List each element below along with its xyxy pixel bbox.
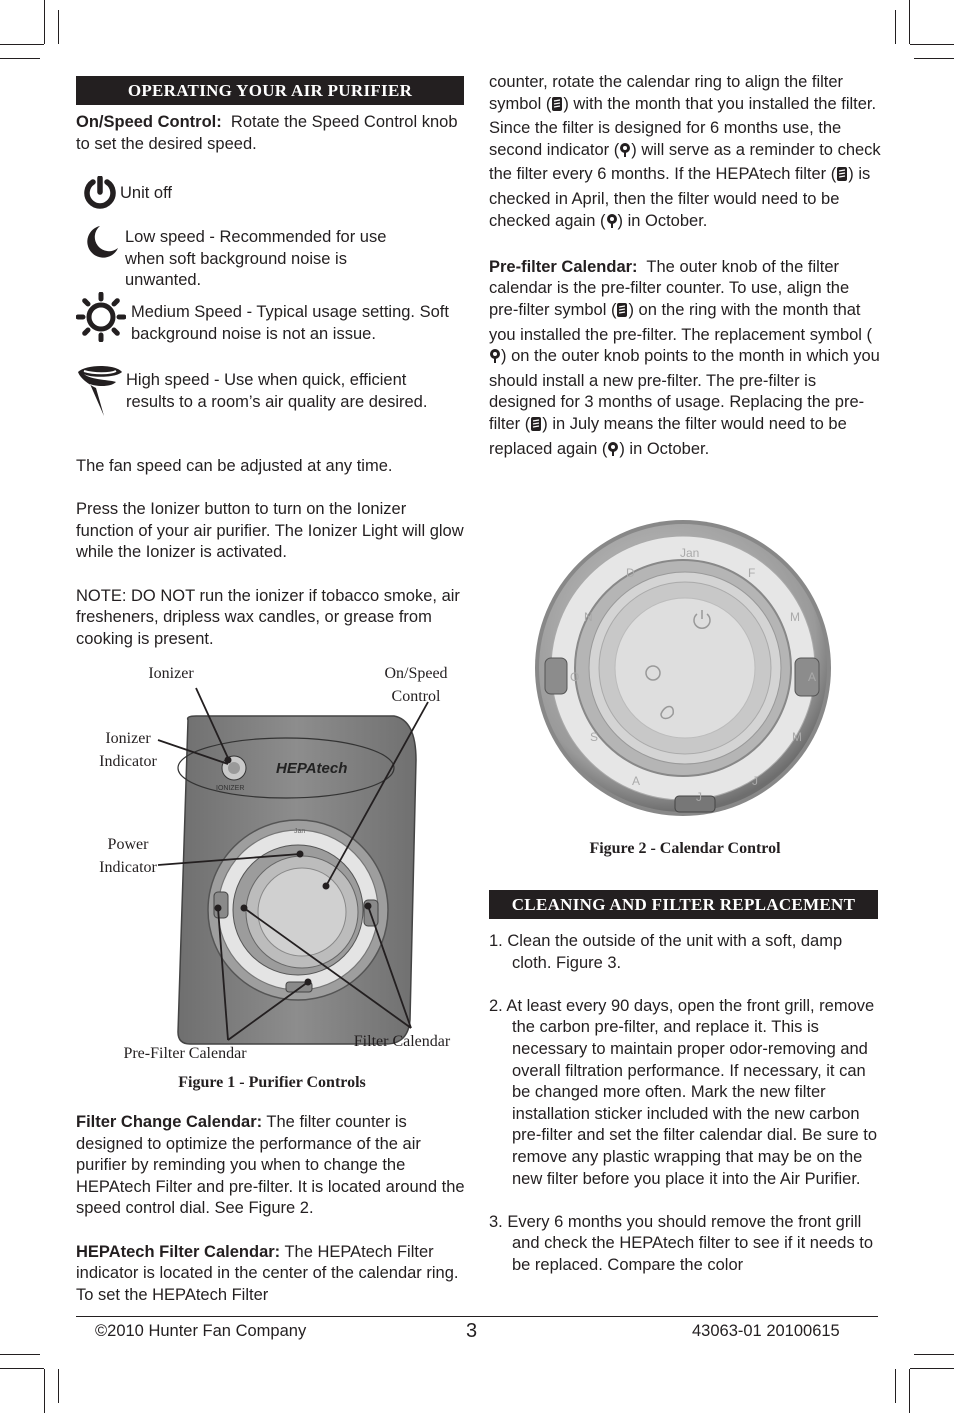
speed-medium-text: Medium Speed - Typical usage setting. Soft background noise is not an issue. bbox=[131, 303, 449, 343]
label-power-indicator-line2: Indicator bbox=[99, 859, 157, 876]
label-power-indicator-line1: Power bbox=[107, 836, 149, 853]
on-speed-paragraph bbox=[76, 112, 464, 155]
hepatech-label: HEPAtech Filter Calendar: bbox=[76, 1242, 281, 1261]
ionizer-paragraph: Press the Ionizer button to turn on the Ionizer function of your air purifier. The Ionizer Light will glow while the Ionizer is activated. bbox=[76, 500, 464, 562]
filter-counter-paragraph bbox=[489, 72, 881, 235]
replace-indicator-icon bbox=[607, 441, 619, 464]
crop-mark bbox=[909, 1369, 910, 1413]
crop-mark bbox=[44, 1369, 45, 1413]
on-speed-text: Rotate the Speed Control knob to set the desired speed. bbox=[76, 113, 458, 153]
label-ionizer-indicator bbox=[88, 727, 168, 773]
crop-mark bbox=[0, 1354, 40, 1355]
replace-indicator-icon bbox=[489, 348, 501, 371]
crop-mark bbox=[895, 1369, 896, 1403]
text-run: ) on the outer knob points to the month in which you should install a new pre-filter. The pre-filter is designed for 3 months of usage. Replacing the pre-filter ( bbox=[489, 347, 880, 433]
label-ionizer-indicator-line1: Ionizer bbox=[105, 730, 151, 747]
month-label: M bbox=[792, 730, 802, 744]
figure-1-caption: Figure 1 - Purifier Controls bbox=[178, 1074, 366, 1091]
text-run: ) is checked in April, then the filter would need to be checked again ( bbox=[489, 165, 871, 230]
note-paragraph: NOTE: DO NOT run the ionizer if tobacco smoke, air fresheners, dripless wax candles, or grease from cooking is present. bbox=[76, 586, 460, 648]
label-on-speed-line2: Control bbox=[391, 688, 441, 705]
text-run: ) on the ring with the month that you installed the pre-filter. The replacement symbol ( bbox=[489, 300, 873, 344]
text-run: ) in October. bbox=[619, 439, 710, 458]
label-ionizer-indicator-line2: Indicator bbox=[99, 753, 157, 770]
crop-mark bbox=[44, 0, 45, 44]
replace-indicator-icon bbox=[606, 213, 618, 236]
power-icon bbox=[84, 176, 116, 215]
crop-mark bbox=[895, 10, 896, 44]
month-label: M bbox=[790, 610, 800, 624]
month-label: Jan bbox=[680, 546, 700, 560]
moon-icon bbox=[86, 224, 120, 265]
month-label: A bbox=[808, 670, 817, 684]
month-label: J bbox=[752, 774, 758, 788]
crop-mark bbox=[58, 10, 59, 44]
text-run: ) in July means the filter would need to be replaced again ( bbox=[489, 414, 847, 458]
figure-2-caption: Figure 2 - Calendar Control bbox=[589, 840, 781, 857]
ionizer-button[interactable]: IONIZER bbox=[216, 785, 245, 792]
month-label: N bbox=[584, 610, 593, 624]
label-filter-calendar: Filter Calendar bbox=[353, 1033, 451, 1050]
month-label: D bbox=[626, 566, 635, 580]
label-on-speed-line1: On/Speed bbox=[384, 665, 448, 682]
text-run: ) in October. bbox=[617, 211, 708, 230]
right-column-top bbox=[489, 72, 881, 463]
crop-mark bbox=[909, 0, 910, 44]
dial-month-label: Jan bbox=[294, 828, 306, 835]
text-run: counter, rotate the calendar ring to align the filter symbol ( bbox=[489, 73, 844, 113]
crop-mark bbox=[58, 1369, 59, 1403]
crop-mark bbox=[0, 58, 40, 59]
crop-mark bbox=[0, 1368, 44, 1369]
month-label: J bbox=[696, 790, 702, 804]
brand-logo: HEPAtech bbox=[276, 760, 348, 777]
label-power-indicator bbox=[88, 833, 168, 879]
month-label: A bbox=[632, 774, 641, 788]
text-run: ) with the month that you installed the filter. Since the filter is designed for 6 months use, the second indicator ( bbox=[489, 94, 877, 159]
on-speed-label: On/Speed Control: bbox=[76, 113, 222, 131]
figure-1 bbox=[76, 660, 468, 1100]
page-number: 3 bbox=[466, 1320, 478, 1342]
speed-high-text: High speed - Use when quick, efficient results to a room’s air quality are desired. bbox=[126, 371, 428, 411]
crop-mark bbox=[914, 1354, 954, 1355]
sun-icon bbox=[76, 292, 126, 347]
filter-symbol-icon bbox=[530, 416, 542, 439]
filter-change-text: The filter counter is designed to optimize the performance of the air purifier by reminding you when to change the HEPAtech Filter and pre-filter. It is located around the speed control dial. See Figure 2. bbox=[76, 1113, 465, 1218]
prefilter-label: Pre-filter Calendar: bbox=[489, 257, 638, 276]
text-run: The outer knob of the filter calendar is the pre-filter counter. To use, align the pre-filter symbol ( bbox=[489, 257, 850, 319]
section-header-cleaning: CLEANING AND FILTER REPLACEMENT bbox=[489, 890, 878, 919]
filter-change-paragraph bbox=[76, 1112, 468, 1220]
left-column bbox=[76, 76, 464, 155]
label-ionizer: Ionizer bbox=[148, 665, 194, 682]
month-label: O bbox=[570, 670, 580, 684]
crop-mark bbox=[914, 58, 954, 59]
month-label: S bbox=[590, 730, 599, 744]
step-3: 3. Every 6 months you should remove the front grill and check the HEPAtech filter to see if it needs to be replaced. Compare the color bbox=[489, 1212, 874, 1274]
hepatech-text: The HEPAtech Filter indicator is located in the center of the calendar ring. To set the HEPAtech Filter bbox=[76, 1242, 459, 1304]
fan-speed-paragraph: The fan speed can be adjusted at any time. bbox=[76, 457, 393, 475]
footer-copyright: ©2010 Hunter Fan Company bbox=[95, 1322, 307, 1340]
crop-mark bbox=[910, 1368, 954, 1369]
left-bottom-paragraphs bbox=[76, 1112, 468, 1306]
filter-symbol-icon bbox=[551, 96, 563, 119]
replace-indicator-icon bbox=[619, 142, 631, 165]
month-label: F bbox=[748, 566, 756, 580]
tornado-icon bbox=[76, 364, 124, 423]
label-on-speed bbox=[376, 662, 456, 708]
footer-rule bbox=[76, 1316, 878, 1317]
left-paragraphs bbox=[76, 456, 468, 650]
filter-symbol-icon bbox=[836, 166, 848, 189]
section-header-operating: OPERATING YOUR AIR PURIFIER bbox=[76, 76, 464, 105]
text-run: ) will serve as a reminder to check the filter every 6 months. If the HEPAtech filter ( bbox=[489, 140, 881, 184]
calendar-dial-illustration bbox=[533, 518, 833, 818]
right-column-bottom bbox=[489, 890, 881, 1277]
filter-symbol-icon bbox=[616, 302, 628, 325]
prefilter-paragraph bbox=[489, 257, 881, 463]
step-2: 2. At least every 90 days, open the front grill, remove the carbon pre-filter, and replace it. This is necessary to maintain proper odor-removing and overall filtration performance. If necessary, it can be changed more often. Mark the new filter installation sticker included with the new carbon pre-filter and set the filter calendar dial. Be sure to remove any plastic wrapping that may be on the new filter before you place it into the Air Purifier. bbox=[489, 996, 878, 1188]
crop-mark bbox=[0, 44, 44, 45]
hepatech-paragraph bbox=[76, 1242, 468, 1307]
filter-change-label: Filter Change Calendar: bbox=[76, 1113, 263, 1131]
speed-off-text: Unit off bbox=[120, 184, 172, 202]
footer-code: 43063-01 20100615 bbox=[692, 1322, 840, 1340]
step-1: 1. Clean the outside of the unit with a soft, damp cloth. Figure 3. bbox=[489, 932, 843, 972]
crop-mark bbox=[910, 44, 954, 45]
label-pre-filter-calendar: Pre-Filter Calendar bbox=[123, 1045, 247, 1062]
speed-low-text: Low speed - Recommended for use when soft background noise is unwanted. bbox=[125, 228, 387, 290]
